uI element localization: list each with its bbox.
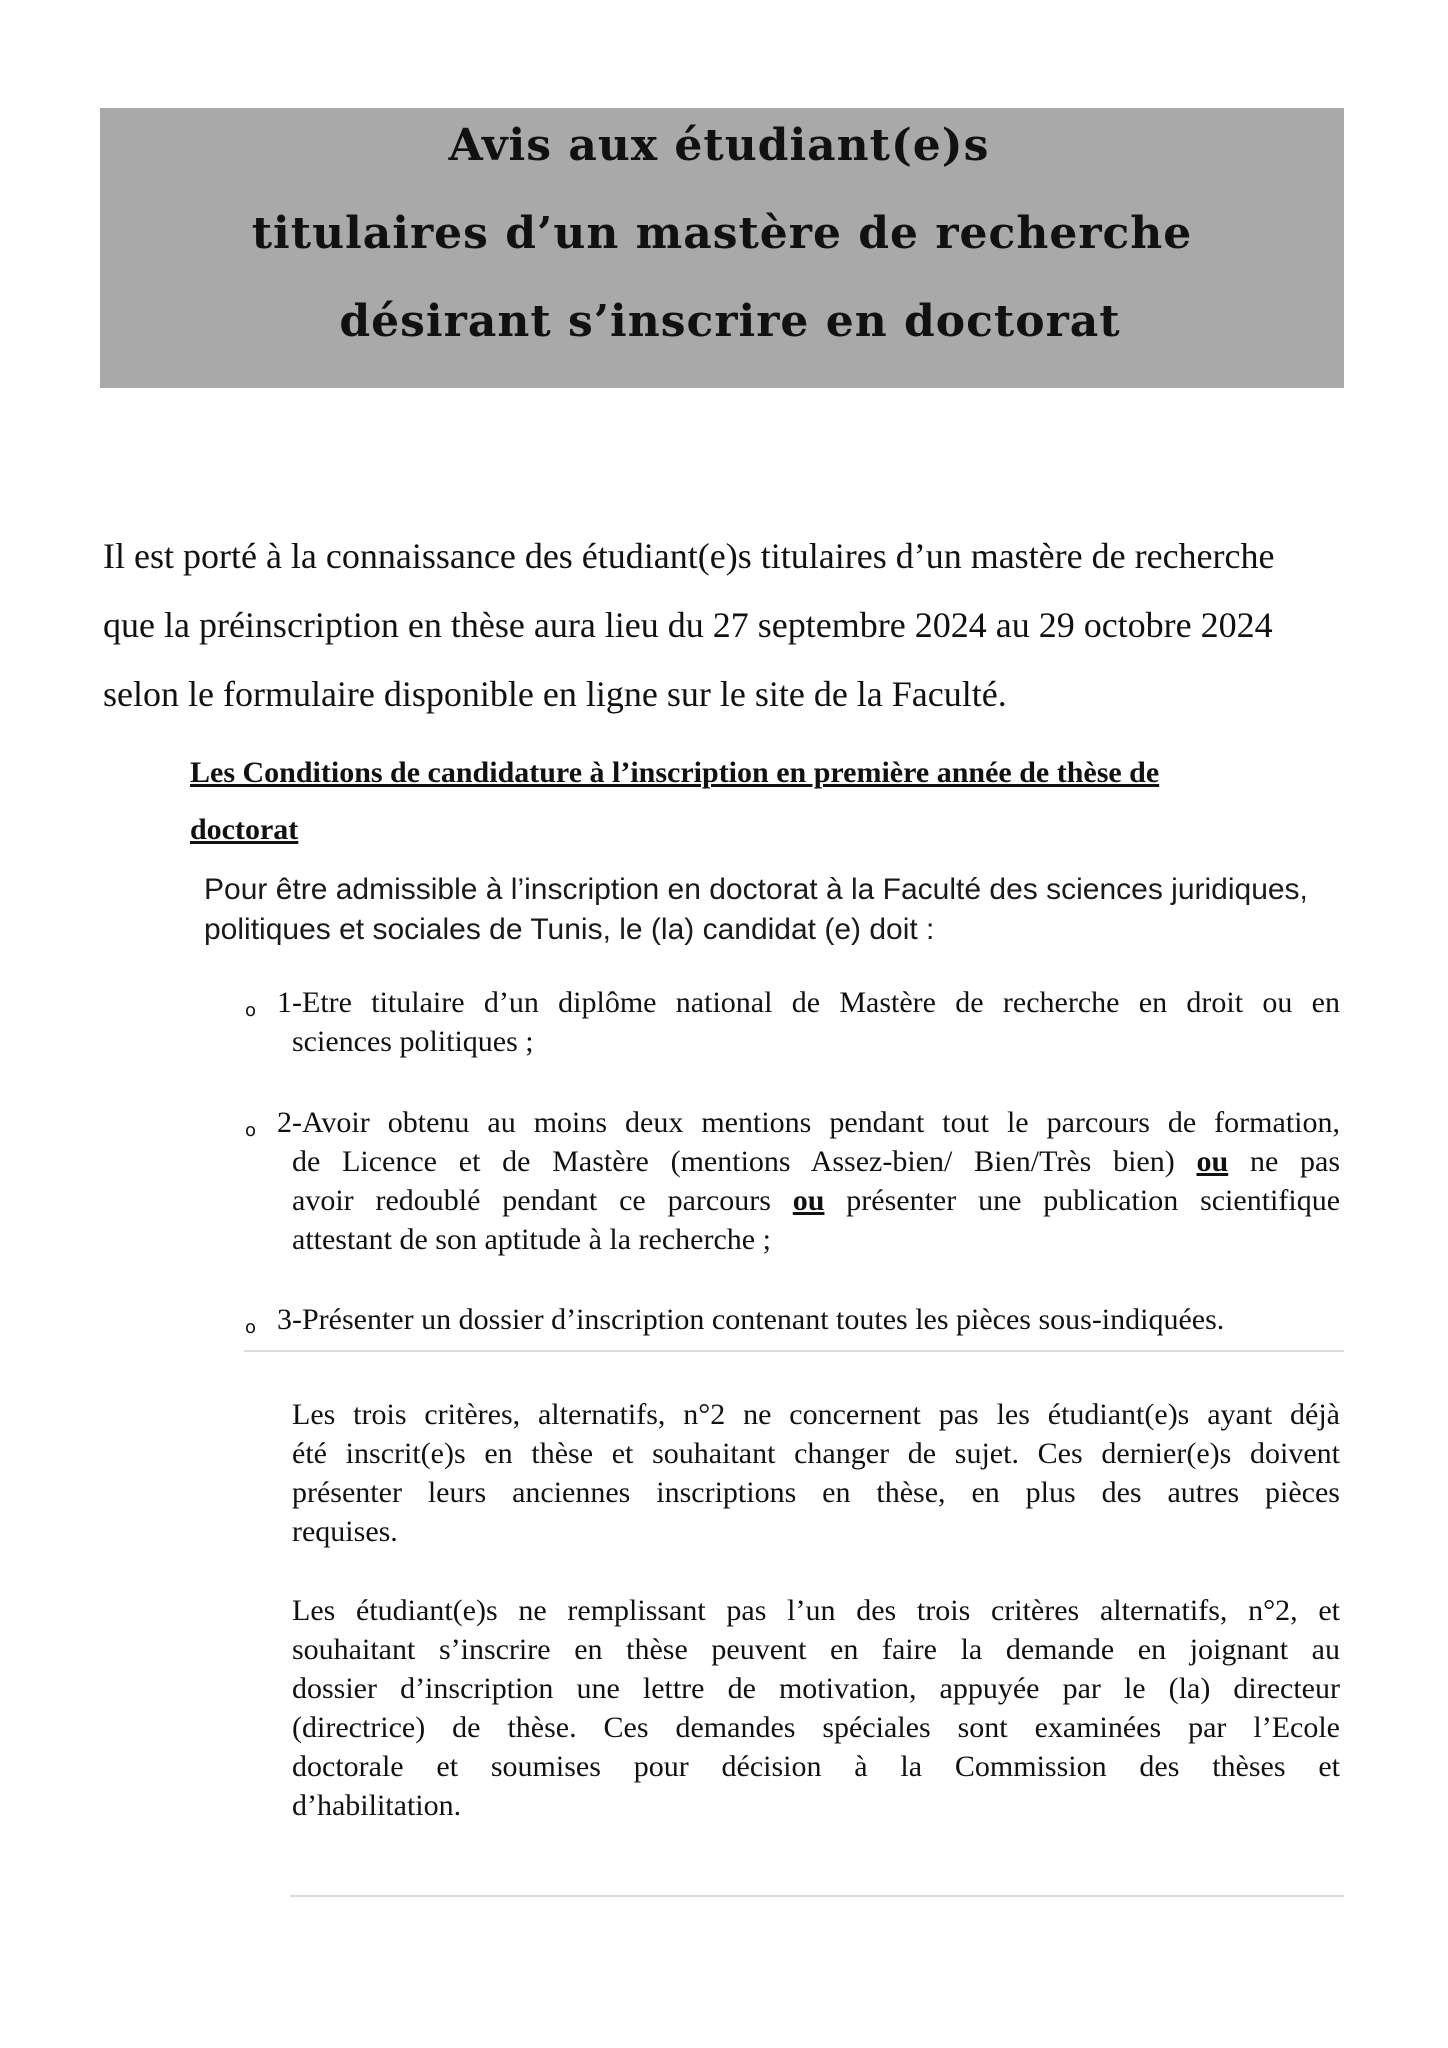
note-2-line: souhaitant s’inscrire en thèse peuvent en faire la demande en joignant au	[292, 1633, 1340, 1666]
conditions-heading-line-1	[190, 744, 1340, 801]
note-2-line: doctorale et soumises pour décision à la Commission des thèses et	[292, 1750, 1340, 1783]
note-2-line: d’habilitation.	[292, 1789, 462, 1822]
bullet-icon: o	[245, 1000, 257, 1021]
conditions-heading-line-2: doctorat	[190, 813, 299, 846]
bullet-icon: o	[245, 1317, 257, 1338]
criterion-2-line-3: avoir redoublé pendant ce parcours ou présenter une publication scientifique	[292, 1184, 1341, 1217]
title-line-2: titulaires d’un mastère de recherche	[251, 208, 1193, 259]
bullet-icon: o	[245, 1120, 257, 1141]
intro-line-3: selon le formulaire disponible en ligne sur le site de la Faculté.	[103, 674, 1007, 714]
divider	[244, 1350, 1344, 1352]
title-line-3: désirant s’inscrire en doctorat	[339, 296, 1121, 347]
criterion-2-line-1: 2-Avoir obtenu au moins deux mentions pendant tout le parcours de formation,	[277, 1106, 1340, 1139]
admissibility-line-1: Pour être admissible à l’inscription en doctorat à la Faculté des sciences juridiques,	[204, 873, 1308, 906]
note-1-line: requises.	[292, 1515, 398, 1548]
intro-line-1: Il est porté à la connaissance des étudiant(e)s titulaires d’un mastère de recherche	[103, 536, 1275, 576]
criterion-2	[245, 1103, 1340, 1259]
criterion-3	[245, 1300, 1340, 1339]
note-paragraph-2	[292, 1591, 1340, 1825]
or-emphasis: ou	[792, 1184, 825, 1217]
note-2-line: (directrice) de thèse. Ces demandes spéciales sont examinées par l’Ecole	[292, 1711, 1340, 1744]
criterion-1-line-2: sciences politiques ;	[292, 1025, 534, 1058]
intro-line-2: que la préinscription en thèse aura lieu du 27 septembre 2024 au 29 octobre 2024	[103, 605, 1273, 645]
note-1-line: été inscrit(e)s en thèse et souhaitant changer de sujet. Ces dernier(e)s doivent	[292, 1437, 1340, 1470]
conditions-heading-text: Les Conditions de candidature à l’inscription en première année de thèse de	[190, 756, 1160, 789]
criterion-1	[245, 983, 1340, 1061]
note-2-line: Les étudiant(e)s ne remplissant pas l’un des trois critères alternatifs, n°2, et	[292, 1594, 1340, 1627]
note-paragraph-1	[292, 1395, 1340, 1551]
criterion-3-line-1: 3-Présenter un dossier d’inscription contenant toutes les pièces sous-indiquées.	[277, 1303, 1225, 1336]
note-2-line: dossier d’inscription une lettre de motivation, appuyée par le (la) directeur	[292, 1672, 1340, 1705]
admissibility-text	[204, 870, 1344, 950]
admissibility-line-2: politiques et sociales de Tunis, le (la) candidat (e) doit :	[204, 913, 935, 946]
intro-paragraph	[103, 522, 1343, 729]
conditions-heading	[190, 744, 1340, 858]
divider	[290, 1895, 1344, 1897]
criterion-2-line-4: attestant de son aptitude à la recherche ;	[292, 1223, 771, 1256]
note-1-line: Les trois critères, alternatifs, n°2 ne concernent pas les étudiant(e)s ayant déjà	[292, 1398, 1340, 1431]
note-1-line: présenter leurs anciennes inscriptions en thèse, en plus des autres pièces	[292, 1476, 1340, 1509]
title-banner	[100, 108, 1344, 388]
criterion-2-line-2: de Licence et de Mastère (mentions Assez-bien/ Bien/Très bien) ou ne pas	[292, 1145, 1341, 1178]
or-emphasis: ou	[1196, 1145, 1229, 1178]
title-line-1: Avis aux étudiant(e)s	[448, 120, 990, 171]
criterion-1-line-1: 1-Etre titulaire d’un diplôme national de Mastère de recherche en droit ou en	[277, 986, 1340, 1019]
